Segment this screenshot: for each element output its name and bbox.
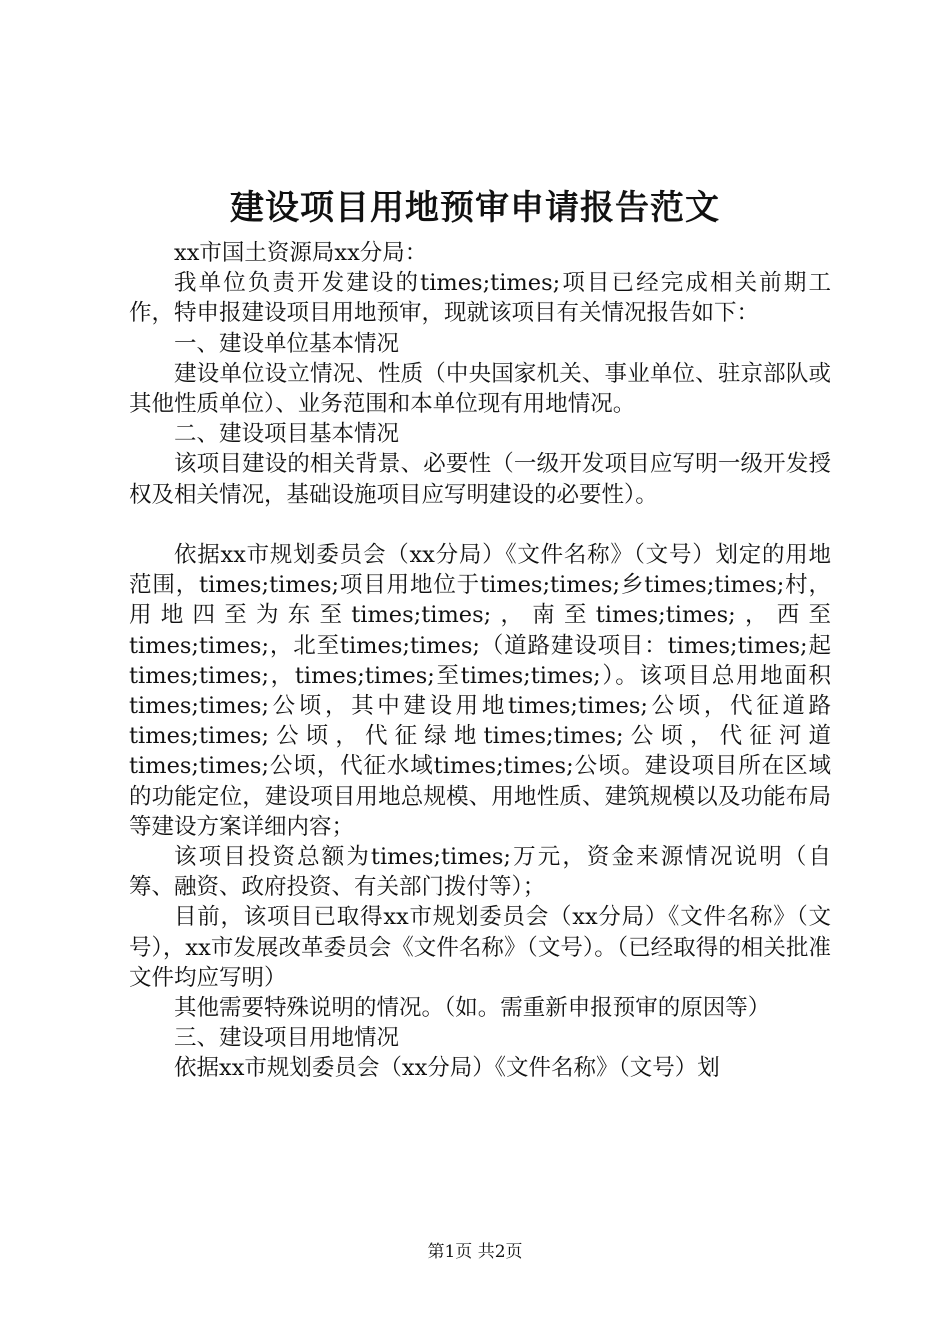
- section-heading-1: 一、建设单位基本情况: [174, 330, 400, 357]
- salutation: xx市国土资源局xx分局：: [174, 240, 428, 266]
- paragraph-unit-info: 建设单位设立情况、性质（中央国家机关、事业单位、驻京部队或其他性质单位）、业务范围和本单位现有用地情况。: [129, 360, 831, 418]
- section-heading-2: 二、建设项目基本情况: [174, 421, 400, 448]
- paragraph-intro: 我单位负责开发建设的times;times;项目已经完成相关前期工作，特申报建设项目用地预审，现就该项目有关情况报告如下：: [129, 270, 831, 327]
- paragraph-approvals: 目前，该项目已取得xx市规划委员会（xx分局）《文件名称》（文号），xx市发展改革委员会《文件名称》（文号）。（已经取得的相关批准文件均应写明）: [129, 904, 831, 991]
- document-title: 建设项目用地预审申请报告范文: [230, 188, 720, 228]
- paragraph-land-scope: 依据xx市规划委员会（xx分局）《文件名称》（文号）划定的用地范围，times;times;项目用地位于times;times;乡times;times;村，用地四至为东至times;times;，南至times;times;，西至times;times;，北至times;times;（道路建设项目：times;times;起times;times;，times;times;至times;times;）。该项目总用地面积times;times;公顷，其中建设用地times;times;公顷，代征道路times;times;公顷，代征绿地times;times;公顷，代征河道times;times;公顷，代征水域times;times;公顷。建设项目所在区域的功能定位，建设项目用地总规模、用地性质、建筑规模以及功能布局等建设方案详细内容；: [129, 542, 831, 840]
- paragraph-project-background: 该项目建设的相关背景、必要性（一级开发项目应写明一级开发授权及相关情况，基础设施项目应写明建设的必要性）。: [129, 451, 831, 508]
- section-heading-3: 三、建设项目用地情况: [174, 1025, 400, 1052]
- document-body: [129, 238, 831, 1084]
- paragraph-land-use: 依据xx市规划委员会（xx分局）《文件名称》（文号）划: [174, 1055, 720, 1082]
- blank-line: [129, 510, 831, 540]
- page-footer: 第1页 共2页: [427, 1242, 523, 1262]
- paragraph-other: 其他需要特殊说明的情况。（如。需重新申报预审的原因等）: [174, 995, 771, 1022]
- paragraph-investment: 该项目投资总额为times;times;万元，资金来源情况说明（自筹、融资、政府投资、有关部门拨付等）；: [129, 844, 831, 901]
